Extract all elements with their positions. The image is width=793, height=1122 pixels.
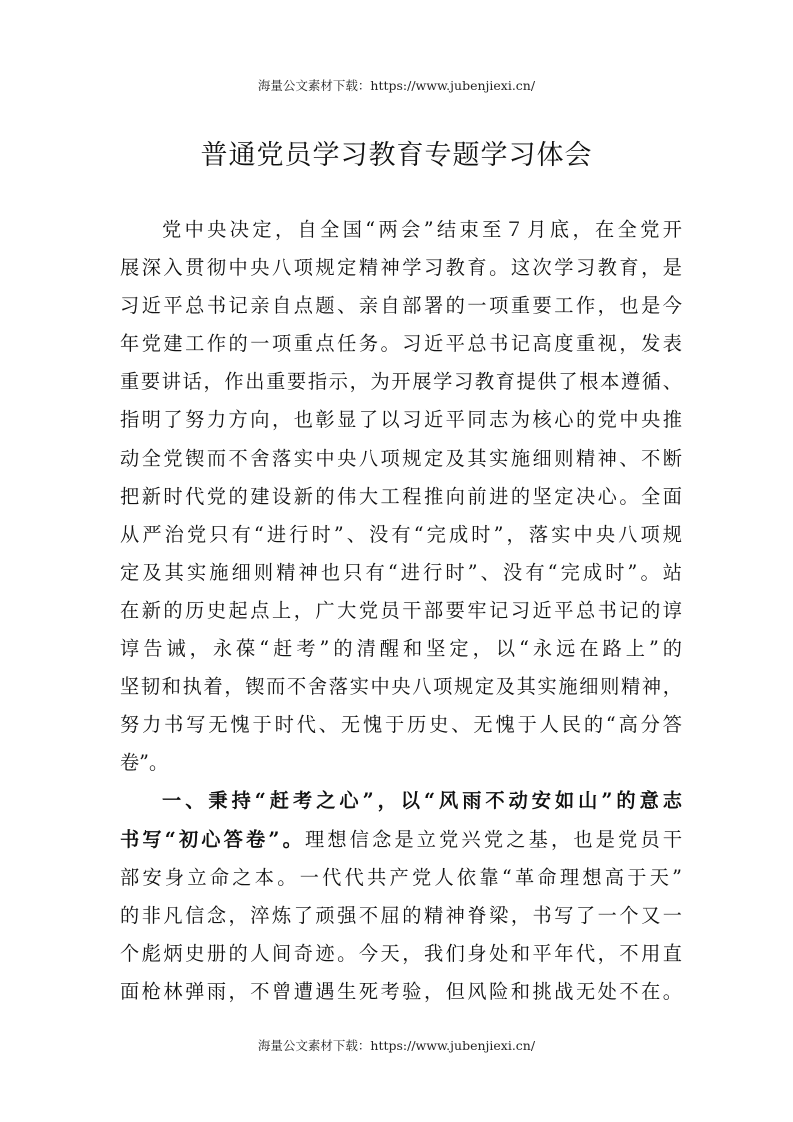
paragraph-line (120, 821, 682, 859)
paragraph-line: 部安身立命之本。一代代共产党人依靠“革命理想高于天” (120, 865, 682, 889)
paragraph-line: 党中央决定，自全国“两会”结束至７月底，在全党开 (162, 218, 682, 241)
document-body (120, 211, 682, 1011)
paragraph-line: 习近平总书记亲自点题、亲自部署的一项重要工作，也是今 (120, 294, 682, 318)
paragraph-line: 卷”。 (120, 751, 169, 775)
paragraph-text: 理想信念是立党兴党之基，也是党员干 (304, 827, 683, 851)
section-heading: 一、秉持“赶考之心”，以“风雨不动安如山”的意志 (162, 789, 682, 813)
paragraph-line: 年党建工作的一项重点任务。习近平总书记高度重视，发表 (120, 332, 682, 356)
page-footer: 海量公文素材下载：https://www.jubenjiexi.cn/ (257, 1038, 536, 1053)
paragraph-line: 重要讲话，作出重要指示，为开展学习教育提供了根本遵循、 (120, 370, 682, 394)
paragraph-line: 谆告诫，永葆“赶考”的清醒和坚定，以“永远在路上”的 (120, 637, 682, 661)
paragraph-line: 的非凡信念，淬炼了顽强不屈的精神脊梁，书写了一个又一 (120, 903, 682, 927)
paragraph-line: 动全党锲而不舍落实中央八项规定及其实施细则精神、不断 (120, 446, 682, 470)
page-header: 海量公文素材下载：https://www.jubenjiexi.cn/ (257, 78, 536, 93)
paragraph-line: 把新时代党的建设新的伟大工程推向前进的坚定决心。全面 (120, 484, 682, 508)
paragraph-line: 个彪炳史册的人间奇迹。今天，我们身处和平年代，不用直 (120, 941, 682, 965)
document-title: 普通党员学习教育专题学习体会 (200, 140, 593, 171)
paragraph-line: 面枪林弹雨，不曾遭遇生死考验，但风险和挑战无处不在。 (120, 979, 682, 1003)
paragraph-line: 在新的历史起点上，广大党员干部要牢记习近平总书记的谆 (120, 598, 682, 622)
paragraph-line: 坚韧和执着，锲而不舍落实中央八项规定及其实施细则精神， (120, 675, 682, 699)
paragraph-line: 从严治党只有“进行时”、没有“完成时”，落实中央八项规 (120, 522, 682, 546)
paragraph-line: 指明了努力方向，也彰显了以习近平同志为核心的党中央推 (120, 408, 682, 432)
paragraph-line: 定及其实施细则精神也只有“进行时”、没有“完成时”。站 (120, 560, 682, 584)
paragraph-line: 努力书写无愧于时代、无愧于历史、无愧于人民的“高分答 (120, 713, 682, 737)
section-heading-end: 书写“初心答卷”。 (120, 827, 305, 851)
paragraph-line: 展深入贯彻中央八项规定精神学习教育。这次学习教育，是 (120, 256, 682, 280)
